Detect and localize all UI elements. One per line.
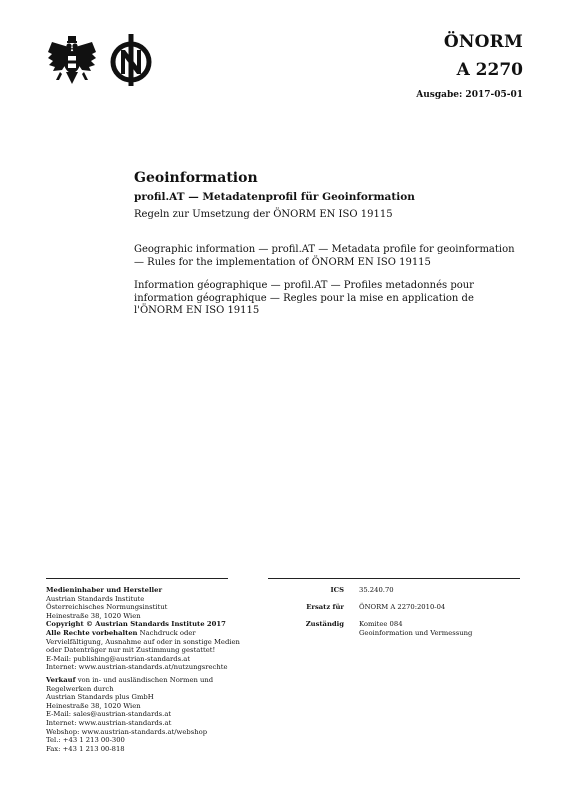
replaces-label: Ersatz für bbox=[306, 603, 344, 611]
sales-detail: Austrian Standards plus GmbH bbox=[46, 693, 154, 702]
sales-fax: Fax: +43 1 213 00-818 bbox=[46, 744, 125, 753]
issue-date: Ausgabe: 2017-05-01 bbox=[416, 90, 523, 100]
sales-text: von in- und ausländischen Normen und bbox=[77, 675, 214, 684]
ics-value: 35.240.70 bbox=[359, 586, 394, 594]
publishing-email: E-Mail: publishing@austrian-standards.at bbox=[46, 654, 191, 663]
footer-divider-right bbox=[268, 578, 520, 579]
sales-phone: Tel.: +43 1 213 00-300 bbox=[46, 736, 125, 745]
rights-line: oder Datenträger nur mit Zustimmung gestattet! bbox=[46, 646, 216, 655]
on-standards-logo bbox=[108, 34, 154, 86]
austrian-eagle-logo bbox=[46, 34, 98, 86]
sales-detail: Heinestraße 38, 1020 Wien bbox=[46, 701, 141, 710]
replaces-value: ÖNORM A 2270:2010-04 bbox=[359, 603, 446, 611]
french-title: Information géographique — profil.AT — Profiles metadonnés pour information géographique — Regles pour la mise en application de l'ÖNORM EN ISO 19115 bbox=[134, 280, 474, 316]
sales-detail: Regelwerken durch bbox=[46, 684, 114, 693]
ics-label: ICS bbox=[330, 586, 344, 594]
document-rules-line: Regeln zur Umsetzung der ÖNORM EN ISO 19115 bbox=[134, 209, 393, 220]
rights-line: Vervielfältigung, Ausnahme auf oder in sonstige Medien bbox=[46, 637, 240, 646]
rights-heading: Alle Rechte vorbehalten bbox=[46, 628, 138, 637]
sales-heading: Verkauf bbox=[46, 675, 76, 684]
document-title: Geoinformation bbox=[134, 170, 258, 186]
imprint-block bbox=[46, 586, 246, 753]
sales-email: E-Mail: sales@austrian-standards.at bbox=[46, 710, 172, 719]
sales-line bbox=[46, 676, 246, 685]
sales-webshop: Webshop: www.austrian-standards.at/webshop bbox=[46, 727, 208, 736]
owner-line: Österreichisches Normungsinstitut bbox=[46, 603, 168, 612]
standard-number: A 2270 bbox=[456, 60, 523, 80]
responsible-committee: Komitee 084 bbox=[359, 620, 403, 628]
copyright-heading: Copyright © Austrian Standards Institute 2017 bbox=[46, 620, 226, 629]
footer-divider-left bbox=[46, 578, 228, 579]
owner-line: Heinestraße 38, 1020 Wien bbox=[46, 611, 141, 620]
owner-line: Austrian Standards Institute bbox=[46, 594, 145, 603]
standard-name: ÖNORM bbox=[443, 32, 523, 52]
document-subtitle: profil.AT — Metadatenprofil für Geoinformation bbox=[134, 191, 415, 203]
english-title: Geographic information — profil.AT — Metadata profile for geoinformation — Rules for the implementation of ÖNORM EN ISO 19115 bbox=[134, 244, 515, 268]
rights-text: Nachdruck oder bbox=[139, 628, 196, 637]
owner-heading: Medieninhaber und Hersteller bbox=[46, 586, 163, 594]
responsible-label: Zuständig bbox=[305, 620, 344, 628]
rights-internet: Internet: www.austrian-standards.at/nutzungsrechte bbox=[46, 663, 228, 672]
rights-line bbox=[46, 629, 246, 638]
responsible-topic: Geoinformation und Vermessung bbox=[359, 628, 473, 637]
sales-internet: Internet: www.austrian-standards.at bbox=[46, 718, 172, 727]
